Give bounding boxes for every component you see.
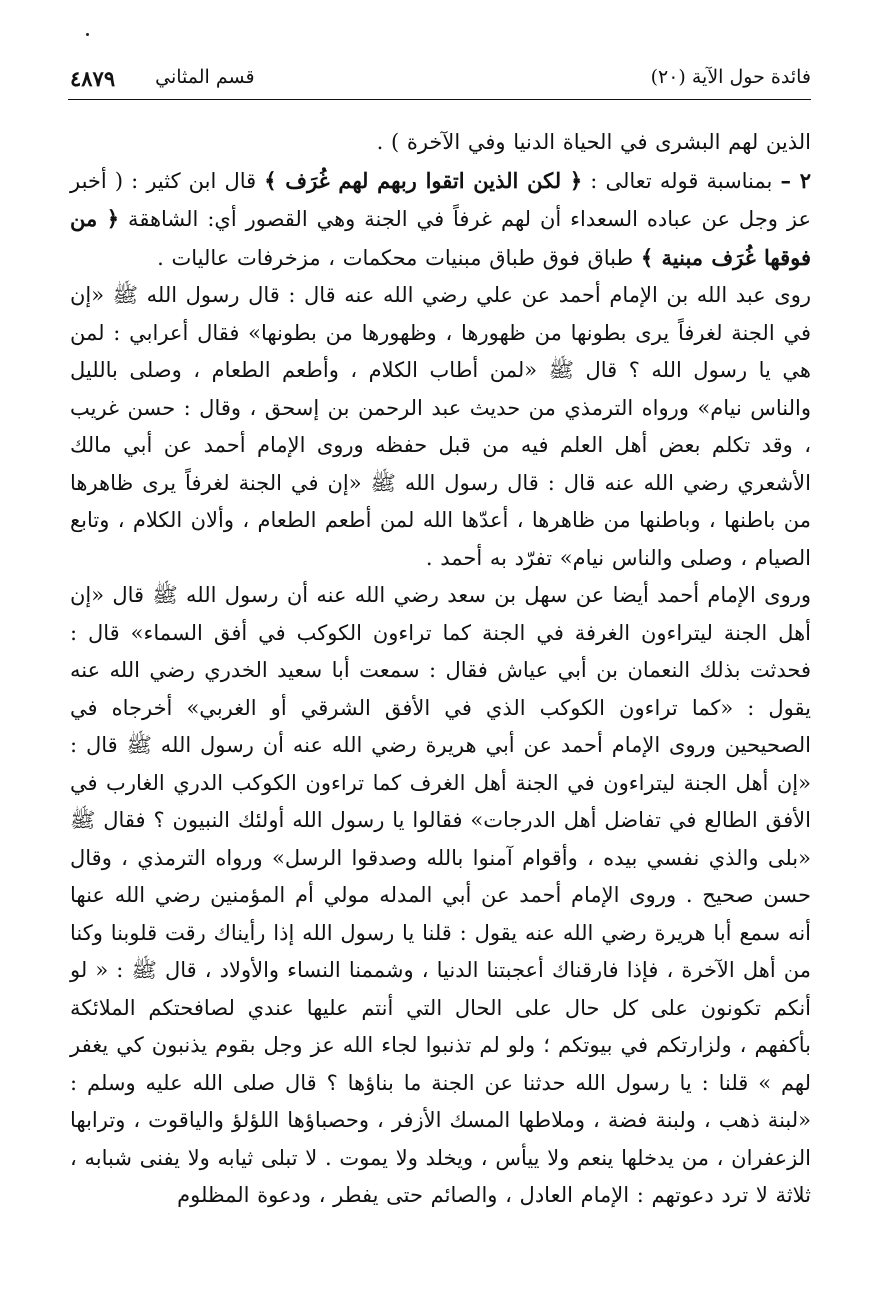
quranic-verse-2: ﴿ من فوقها غُرَف مبنية ﴾: [70, 206, 811, 270]
page-body: [70, 124, 811, 1215]
item-number: ٢ –: [780, 167, 812, 193]
margin-dot: [86, 33, 89, 36]
paragraph-4: وروى الإمام أحمد أيضا عن سهل بن سعد رضي الله عنه أن رسول الله ﷺ قال «إن أهل الجنة ليتراءون الغرفة في الجنة كما تراءون الكوكب في أفق السماء» قال : فحدثت بذلك النعمان بن أبي عياش فقال : سمعت أبا سعيد الخدري رضي الله عنه يقول : «كما تراءون الكوكب الذي في الأفق الشرقي أو الغربي» أخرجاه في الصحيحين وروى الإمام أحمد عن أبي هريرة رضي الله عنه أن رسول الله ﷺ قال : «إن أهل الجنة ليتراءون في الجنة أهل الغرف كما تراءون الكوكب الدري الغارب في الأفق الطالع في تفاضل أهل الدرجات» فقالوا يا رسول الله أولئك النبيون ؟ فقال ﷺ «بلى والذي نفسي بيده ، وأقوام آمنوا بالله وصدقوا الرسل» ورواه الترمذي ، وقال حسن صحيح . وروى الإمام أحمد عن أبي المدله مولي أم المؤمنين رضي الله عنها أنه سمع أبا هريرة رضي الله عنه يقول : قلنا يا رسول الله إذا رأيناك رقت قلوبنا وكنا من أهل الآخرة ، فإذا فارقناك أعجبتنا الدنيا ، وشممنا النساء والأولاد ، قال ﷺ : « لو أنكم تكونون على كل حال على الحال التي أنتم عليها عندي لصافحتكم الملائكة بأكفهم ، ولزارتكم في بيوتكم ؛ ولو لم تذنبوا لجاء الله عز وجل بقوم يذنبون كي يغفر لهم » قلنا : يا رسول الله حدثنا عن الجنة ما بناؤها ؟ قال صلى الله عليه وسلم : «لبنة ذهب ، ولبنة فضة ، وملاطها المسك الأزفر ، وحصباؤها اللؤلؤ والياقوت ، وترابها الزعفران ، من يدخلها ينعم ولا ييأس ، ويخلد ولا يموت . لا تبلى ثيابه ولا يفنى شبابه ، ثلاثة لا ترد دعوتهم : الإمام العادل ، والصائم حتى يفطر ، ودعوة المظلوم: [70, 583, 811, 1207]
quranic-verse-1: ﴿ لكن الذين اتقوا ربهم لهم غُرَف ﴾: [264, 167, 583, 193]
header-rule: [68, 99, 811, 100]
page-header: [70, 62, 811, 96]
header-left-group: [70, 66, 255, 91]
paragraph-1: الذين لهم البشرى في الحياة الدنيا وفي الآخرة ) .: [376, 130, 811, 154]
paragraph-2-intro: بمناسبة قوله تعالى :: [582, 168, 781, 193]
paragraph-2-quote: قال ابن كثير : ( أخبر عز وجل عن عباده السعداء أن لهم غرفاً في الجنة وهي القصور أي: الشاهقة: [70, 168, 812, 231]
running-title: فائدة حول الآية (٢٠): [650, 66, 811, 88]
section-title: قسم المثاني: [155, 66, 255, 88]
paragraph-3: روى عبد الله بن الإمام أحمد عن علي رضي الله عنه قال : قال رسول الله ﷺ «إن في الجنة لغرفاً يرى بطونها من ظهورها ، وظهورها من بطونها» فقال أعرابي : لمن هي يا رسول الله ؟ قال ﷺ «لمن أطاب الكلام ، وأطعم الطعام ، وصلى بالليل والناس نيام» ورواه الترمذي من حديث عبد الرحمن بن إسحق ، وقال : حسن غريب ، وقد تكلم بعض أهل العلم فيه من قبل حفظه وروى الإمام أحمد عن أبي مالك الأشعري رضي الله عنه قال : قال رسول الله ﷺ «إن في الجنة لغرفاً يرى ظاهرها من باطنها ، وباطنها من ظاهرها ، أعدّها الله لمن أطعم الطعام ، وألان الكلام ، وتابع الصيام ، وصلى والناس نيام» تفرّد به أحمد .: [70, 283, 811, 570]
paragraph-2: [70, 162, 811, 278]
page-number: ٤٨٧٩: [70, 66, 116, 91]
paragraph-2-end: طباق فوق طباق مبنيات محكمات ، مزخرفات عاليات .: [157, 245, 641, 270]
